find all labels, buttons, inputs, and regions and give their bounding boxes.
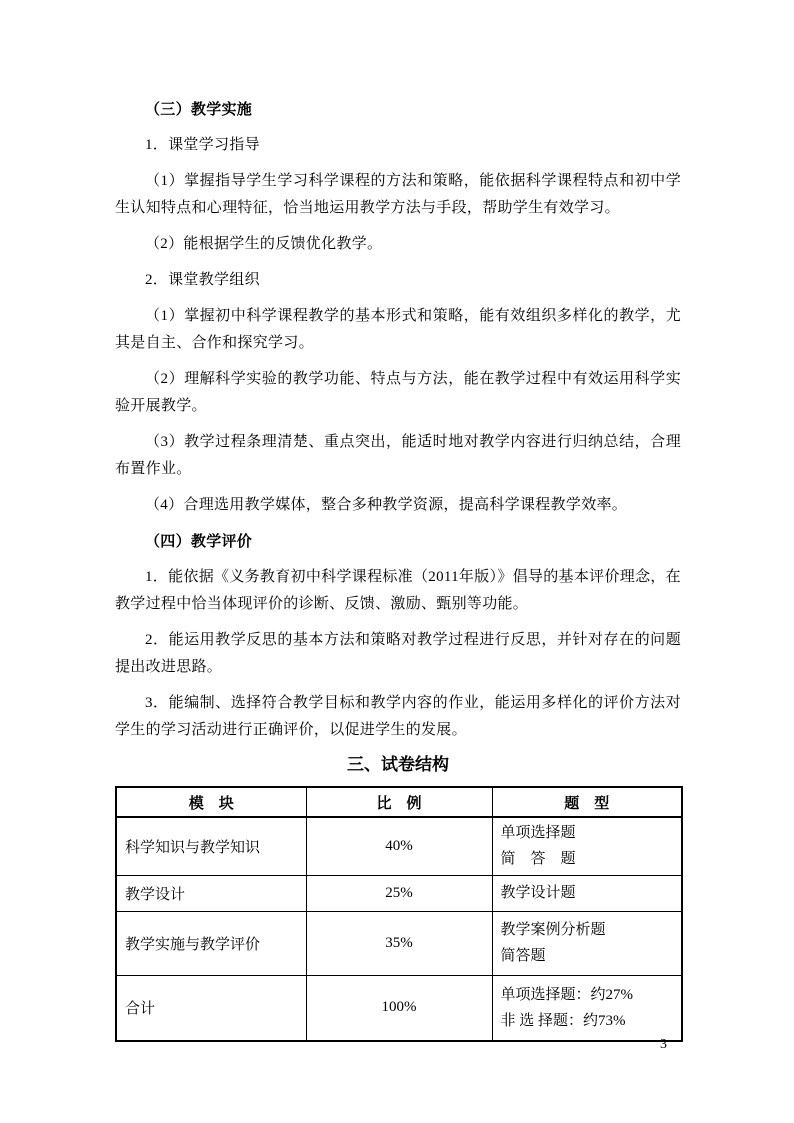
paragraph-classroom-learning-guidance: 1．课堂学习指导 <box>145 137 260 153</box>
cell-ratio: 25% <box>306 875 492 911</box>
cell-ratio: 100% <box>306 975 492 1041</box>
cell-question-type <box>492 975 682 1041</box>
paragraph: （1）掌握指导学生学习科学课程的方法和策略，能依据科学课程特点和初中学生认知特点和心理特征，恰当地运用教学方法与手段，帮助学生有效学习。 <box>115 173 681 216</box>
question-type-line: 教学案例分析题 <box>500 922 606 938</box>
paragraph: （3）教学过程条理清楚、重点突出，能适时地对教学内容进行归纳总结，合理布置作业。 <box>115 434 681 477</box>
question-type-line: 单项选择题：约27% <box>500 986 633 1003</box>
header-module: 模 块 <box>116 787 306 817</box>
page-number: 3 <box>660 1037 667 1052</box>
paragraph: 1．能依据《义务教育初中科学课程标准（2011年版）》倡导的基本评价理念，在教学过程中恰当体现评价的诊断、反馈、激励、甄别等功能。 <box>115 569 681 612</box>
paragraph: 2．能运用教学反思的基本方法和策略对教学过程进行反思，并针对存在的问题提出改进思路。 <box>115 632 681 675</box>
cell-ratio: 40% <box>306 817 492 875</box>
cell-module: 合计 <box>116 975 306 1041</box>
table-row <box>116 875 682 911</box>
question-type-line: 简 答 题 <box>500 851 576 868</box>
cell-ratio: 35% <box>306 911 492 975</box>
header-question-type: 题 型 <box>492 787 682 817</box>
question-type-line: 简答题 <box>500 948 546 964</box>
table-row <box>116 817 682 875</box>
cell-question-type <box>492 817 682 875</box>
header-ratio: 比 例 <box>306 787 492 817</box>
paragraph: （2）能根据学生的反馈优化教学。 <box>145 236 383 252</box>
paragraph: （1）掌握初中科学课程教学的基本形式和策略，能有效组织多样化的教学，尤其是自主、合作和探究学习。 <box>115 308 681 351</box>
table-header-row <box>116 787 682 817</box>
cell-question-type <box>492 911 682 975</box>
cell-module: 科学知识与教学知识 <box>116 817 306 875</box>
paragraph: （4）合理选用教学媒体，整合多种教学资源，提高科学课程教学效率。 <box>145 497 628 513</box>
page-content <box>115 96 681 1042</box>
exam-structure-title: 三、试卷结构 <box>347 755 449 774</box>
question-type-line: 教学设计题 <box>500 885 576 901</box>
cell-module: 教学实施与教学评价 <box>116 911 306 975</box>
question-type-line: 单项选择题 <box>500 825 576 842</box>
cell-question-type <box>492 875 682 911</box>
section-heading-teaching-evaluation: （四）教学评价 <box>145 533 253 550</box>
paragraph: 3．能编制、选择符合教学目标和教学内容的作业，能运用多样化的评价方法对学生的学习活动进行正确评价，以促进学生的发展。 <box>115 695 681 738</box>
table-row <box>116 975 682 1041</box>
section-heading-teaching-implementation: （三）教学实施 <box>145 101 253 118</box>
paragraph: （2）理解科学实验的教学功能、特点与方法，能在教学过程中有效运用科学实验开展教学。 <box>115 371 681 414</box>
cell-module: 教学设计 <box>116 875 306 911</box>
question-type-line: 非 选 择题：约73% <box>500 1012 626 1029</box>
paragraph-classroom-teaching-organization: 2．课堂教学组织 <box>145 272 260 288</box>
exam-structure-table <box>115 786 683 1042</box>
table-row <box>116 911 682 975</box>
